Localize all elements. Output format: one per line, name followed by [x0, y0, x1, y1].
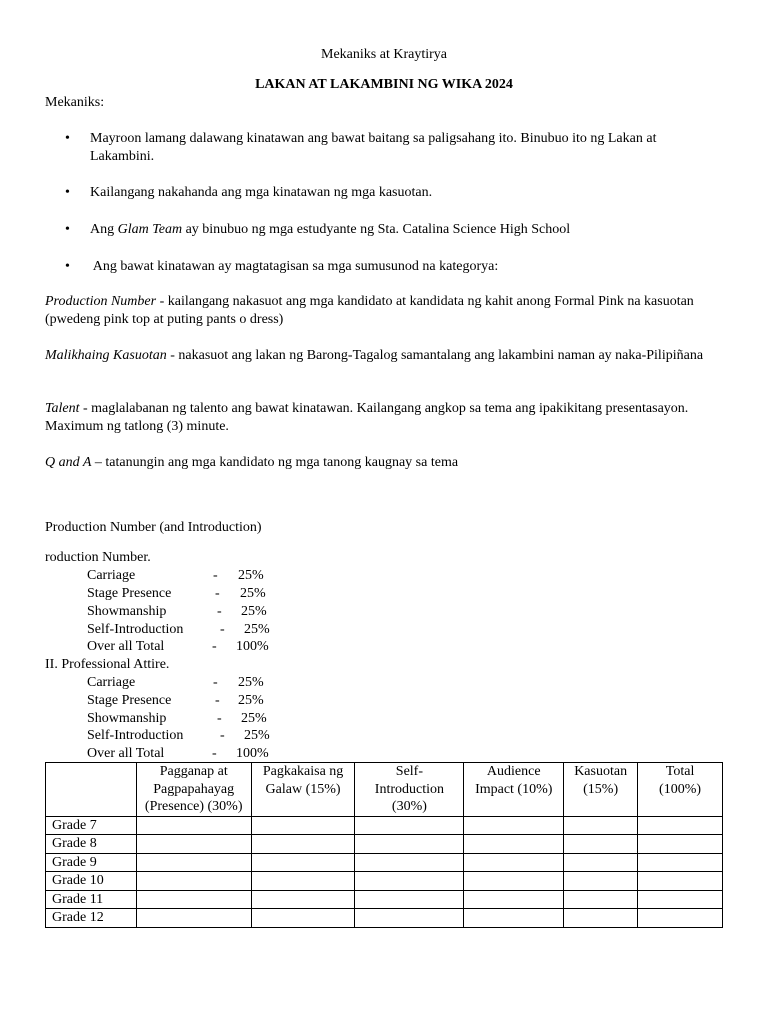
criteria-dash: -	[213, 568, 218, 583]
bullet-icon: •	[65, 222, 70, 237]
criteria-label: Stage Presence	[87, 693, 172, 708]
table-row	[46, 890, 723, 909]
criteria-section-1-title: roduction Number.	[45, 550, 151, 565]
criteria-label: Showmanship	[87, 604, 167, 619]
score-cell	[136, 853, 251, 872]
score-cell	[251, 835, 355, 854]
mechanics-bullet-list	[45, 130, 715, 276]
bullet-icon: •	[65, 259, 70, 274]
score-cell	[564, 816, 638, 835]
score-cell	[638, 890, 723, 909]
score-cell	[251, 872, 355, 891]
category-production-number	[45, 293, 715, 329]
score-cell	[638, 816, 723, 835]
category-talent	[45, 400, 715, 436]
criteria-row	[87, 692, 264, 710]
criteria-row	[87, 727, 270, 745]
category-q-and-a	[45, 454, 715, 472]
mechanics-label: Mekaniks:	[45, 95, 105, 110]
grade-label: Grade 9	[46, 853, 137, 872]
score-cell	[564, 835, 638, 854]
event-title: LAKAN AT LAKAMBINI NG WIKA 2024	[255, 77, 513, 92]
criteria-row	[87, 603, 267, 621]
table-row	[46, 816, 723, 835]
criteria-dash: -	[217, 604, 222, 619]
criteria-label: Carriage	[87, 568, 136, 583]
criteria-label: Over all Total	[87, 746, 165, 761]
criteria-percent: 25%	[238, 693, 264, 708]
criteria-percent: 25%	[240, 586, 266, 601]
score-cell	[251, 816, 355, 835]
bullet-item	[45, 184, 715, 202]
table-row	[46, 909, 723, 928]
score-cell	[251, 853, 355, 872]
table-row	[46, 872, 723, 891]
score-cell	[564, 890, 638, 909]
criteria-label: Self-Introduction	[87, 728, 184, 743]
grade-label: Grade 8	[46, 835, 137, 854]
document-title: Mekaniks at Kraytirya	[321, 47, 447, 62]
grade-label: Grade 7	[46, 816, 137, 835]
score-cell	[355, 909, 464, 928]
table-header-cell	[46, 763, 137, 817]
criteria-label: Self-Introduction	[87, 622, 184, 637]
table-header-cell: Pagganap at Pagpapahayag (Presence) (30%)	[136, 763, 251, 817]
criteria-row	[87, 638, 269, 656]
bullet-icon: •	[65, 185, 70, 200]
score-cell	[136, 909, 251, 928]
score-cell	[638, 872, 723, 891]
criteria-label: Carriage	[87, 675, 136, 690]
score-cell	[355, 872, 464, 891]
score-cell	[355, 853, 464, 872]
score-cell	[251, 890, 355, 909]
criteria-row	[87, 710, 267, 728]
category-name: Production Number	[45, 294, 157, 309]
table-header-cell: Kasuotan (15%)	[564, 763, 638, 817]
criteria-row	[87, 674, 264, 692]
score-cell	[136, 872, 251, 891]
table-row	[46, 853, 723, 872]
score-cell	[464, 890, 564, 909]
criteria-dash: -	[215, 586, 220, 601]
category-description: - maglalabanan ng talento ang bawat kinatawan. Kailangang angkop sa tema ang ipakikitang presentasayon. Maximum ng tatlong (3) minute.	[45, 401, 689, 434]
category-description: - kailangang nakasuot ang mga kandidato at kandidata ng kahit anong Formal Pink na kasuotan (pwedeng pink top at puting pants o dress)	[45, 294, 694, 327]
bullet-text-prefix: Ang	[90, 222, 118, 237]
criteria-label: Showmanship	[87, 711, 167, 726]
criteria-percent: 25%	[244, 622, 270, 637]
score-cell	[638, 909, 723, 928]
score-cell	[638, 835, 723, 854]
score-cell	[464, 872, 564, 891]
grade-label: Grade 11	[46, 890, 137, 909]
bullet-icon: •	[65, 131, 70, 146]
criteria-dash: -	[212, 746, 217, 761]
score-cell	[464, 853, 564, 872]
score-table	[45, 762, 723, 928]
criteria-dash: -	[212, 639, 217, 654]
criteria-row	[87, 567, 264, 585]
category-name: Malikhaing Kasuotan	[45, 348, 167, 363]
score-cell	[464, 835, 564, 854]
bullet-text: Ang bawat kinatawan ay magtatagisan sa mga sumusunod na kategorya:	[90, 259, 499, 274]
score-cell	[464, 816, 564, 835]
criteria-row	[87, 585, 266, 603]
criteria-heading: Production Number (and Introduction)	[45, 520, 262, 535]
criteria-dash: -	[220, 728, 225, 743]
bullet-text: Kailangang nakahanda ang mga kinatawan ng mga kasuotan.	[90, 185, 433, 200]
bullet-item	[45, 258, 715, 276]
score-cell	[251, 909, 355, 928]
grade-label: Grade 10	[46, 872, 137, 891]
bullet-item	[45, 130, 715, 166]
category-description: - nakasuot ang lakan ng Barong-Tagalog samantalang ang lakambini naman ay naka-Pilipiñana	[166, 348, 704, 363]
grade-label: Grade 12	[46, 909, 137, 928]
score-cell	[136, 890, 251, 909]
criteria-dash: -	[220, 622, 225, 637]
criteria-percent: 25%	[241, 604, 267, 619]
score-cell	[136, 835, 251, 854]
criteria-row	[87, 745, 269, 763]
table-header-cell: Audience Impact (10%)	[464, 763, 564, 817]
category-name: Talent	[45, 401, 80, 416]
bullet-text-suffix: ay binubuo ng mga estudyante ng Sta. Catalina Science High School	[182, 222, 571, 237]
score-cell	[355, 835, 464, 854]
score-cell	[564, 853, 638, 872]
score-cell	[464, 909, 564, 928]
criteria-percent: 25%	[238, 568, 264, 583]
criteria-dash: -	[215, 693, 220, 708]
criteria-section-2-title: II. Professional Attire.	[45, 657, 170, 672]
criteria-dash: -	[217, 711, 222, 726]
criteria-label: Over all Total	[87, 639, 165, 654]
category-name: Q and A	[45, 455, 92, 470]
score-cell	[355, 816, 464, 835]
table-row	[46, 835, 723, 854]
criteria-percent: 100%	[236, 746, 269, 761]
criteria-row	[87, 621, 270, 639]
category-malikhaing-kasuotan	[45, 347, 715, 365]
bullet-text: Mayroon lamang dalawang kinatawan ang bawat baitang sa paligsahang ito. Binubuo ito ng Lakan at Lakambini.	[90, 131, 657, 164]
criteria-label: Stage Presence	[87, 586, 172, 601]
score-cell	[136, 816, 251, 835]
score-cell	[564, 909, 638, 928]
score-cell	[638, 853, 723, 872]
score-cell	[564, 872, 638, 891]
criteria-percent: 25%	[238, 675, 264, 690]
table-header-cell: Pagkakaisa ng Galaw (15%)	[251, 763, 355, 817]
criteria-percent: 100%	[236, 639, 269, 654]
score-cell	[355, 890, 464, 909]
criteria-percent: 25%	[241, 711, 267, 726]
bullet-item	[45, 221, 715, 239]
table-header-cell: Total (100%)	[638, 763, 723, 817]
criteria-percent: 25%	[244, 728, 270, 743]
criteria-dash: -	[213, 675, 218, 690]
score-table-header-row	[46, 763, 723, 817]
table-header-cell: Self-Introduction (30%)	[355, 763, 464, 817]
category-description: – tatanungin ang mga kandidato ng mga tanong kaugnay sa tema	[91, 455, 459, 470]
glam-team-emphasis: Glam Team	[117, 222, 183, 237]
